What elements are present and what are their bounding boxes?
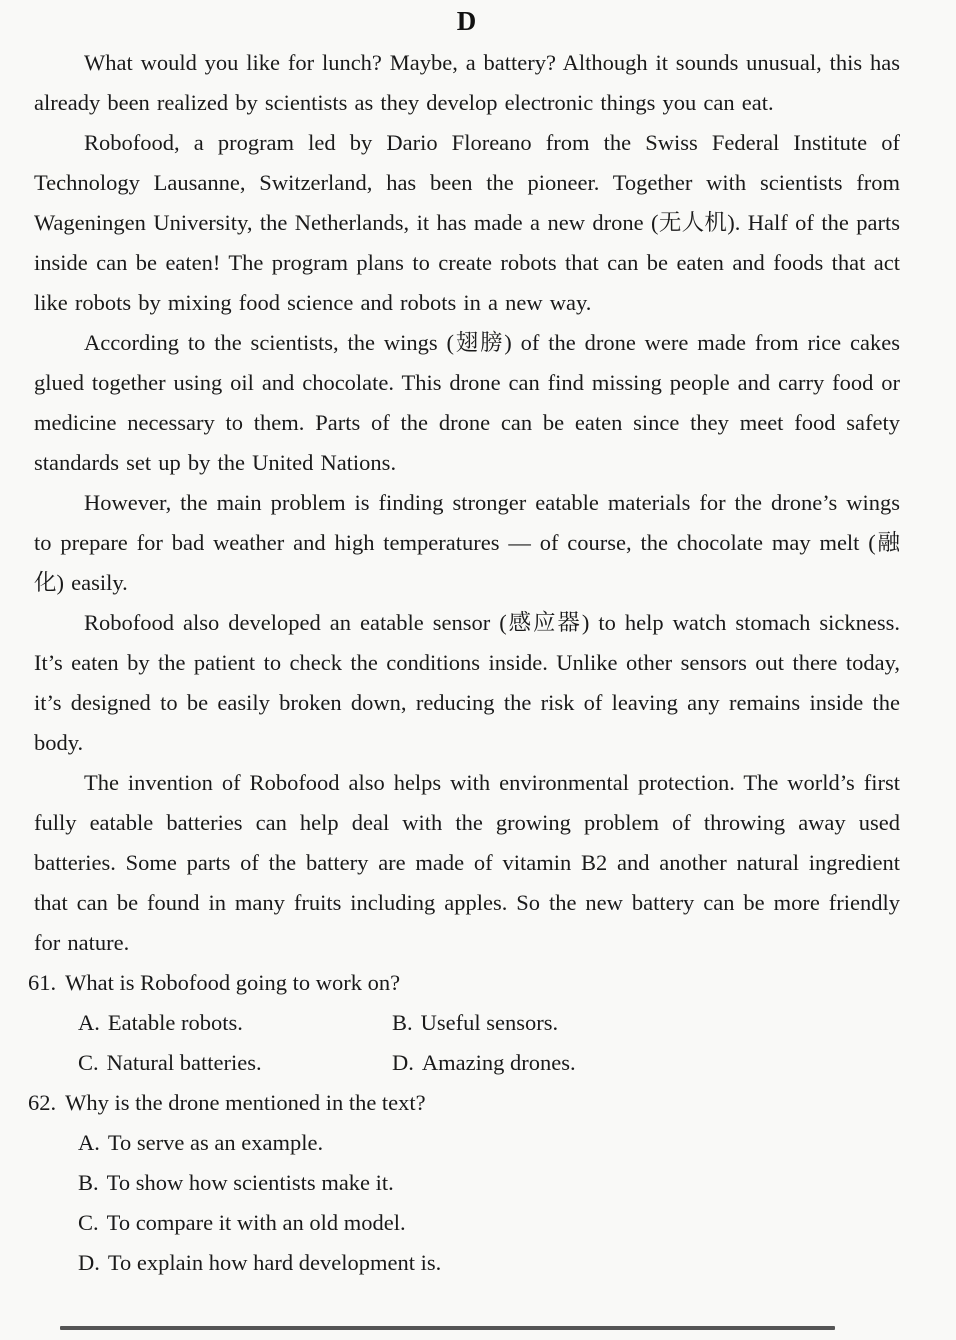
question-stem [28,963,900,1003]
option-text: Eatable robots. [107,1010,243,1035]
option-label: B. [392,1010,413,1035]
option-text: To show how scientists make it. [106,1170,394,1195]
options-grid [78,1003,900,1083]
option-label: A. [78,1130,100,1155]
option-text: Natural batteries. [106,1050,262,1075]
questions-section [28,963,900,1283]
question-number: 61. [28,970,57,995]
option-text: Amazing drones. [421,1050,576,1075]
option-label: A. [78,1010,100,1035]
option-c [78,1203,900,1243]
option-b [78,1163,900,1203]
reading-passage [34,43,900,963]
option-text: To serve as an example. [107,1130,324,1155]
passage-paragraph: Robofood also developed an eatable sensor (感应器) to help watch stomach sickness. It’s eaten by the patient to check the conditions inside. Unlike other sensors out there today, it’s designed to be easily broken down, reducing the risk of leaving any remains inside the body. [34,610,900,755]
scan-artifact-bar [60,1326,835,1330]
option-d [392,1043,900,1083]
question-62 [28,1083,900,1283]
question-stem [28,1083,900,1123]
option-text: To compare it with an old model. [106,1210,406,1235]
passage-paragraph: However, the main problem is finding stronger eatable materials for the drone’s wings to prepare for bad weather and high temperatures — of course, the chocolate may melt (融化) easily. [34,490,900,595]
option-label: D. [78,1250,100,1275]
option-text: To explain how hard development is. [107,1250,442,1275]
option-label: D. [392,1050,414,1075]
options-list [78,1123,900,1283]
option-a [78,1123,900,1163]
question-text: Why is the drone mentioned in the text? [65,1090,426,1115]
option-label: C. [78,1210,99,1235]
passage-paragraph: The invention of Robofood also helps with environmental protection. The world’s first fully eatable batteries can help deal with the growing problem of throwing away used batteries. Some parts of the battery are made of vitamin B2 and another natural ingredient that can be found in many fruits including apples. So the new battery can be more friendly for nature. [34,770,900,955]
option-b [392,1003,900,1043]
question-number: 62. [28,1090,57,1115]
section-heading: D [456,6,478,36]
option-c [78,1043,392,1083]
option-a [78,1003,392,1043]
option-d [78,1243,900,1283]
question-text: What is Robofood going to work on? [65,970,401,995]
option-label: B. [78,1170,99,1195]
passage-paragraph: Robofood, a program led by Dario Floreano from the Swiss Federal Institute of Technology Lausanne, Switzerland, has been the pioneer. Together with scientists from Wageningen University, the Netherlands, it has made a new drone (无人机). Half of the parts inside can be eaten! The program plans to create robots that can be eaten and foods that act like robots by mixing food science and robots in a new way. [34,130,900,315]
passage-paragraph: What would you like for lunch? Maybe, a battery? Although it sounds unusual, this has already been realized by scientists as they develop electronic things you can eat. [34,50,900,115]
question-61 [28,963,900,1083]
option-label: C. [78,1050,99,1075]
option-text: Useful sensors. [420,1010,559,1035]
passage-paragraph: According to the scientists, the wings (翅膀) of the drone were made from rice cakes glued together using oil and chocolate. This drone can find missing people and carry food or medicine necessary to them. Parts of the drone can be eaten since they meet food safety standards set up by the United Nations. [34,330,900,475]
